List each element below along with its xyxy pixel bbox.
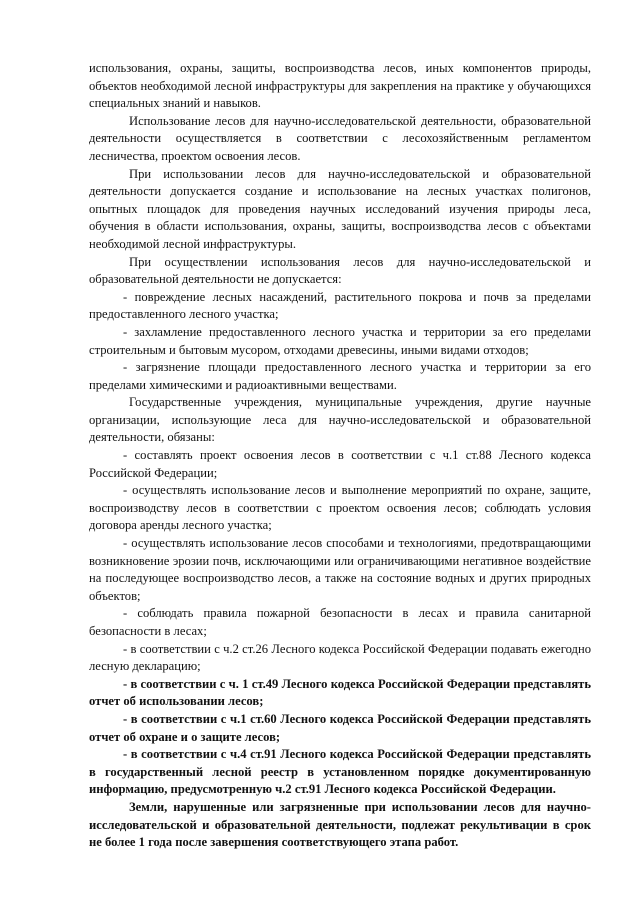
- list-item-obligation-2: - осуществлять использование лесов и выполнение мероприятий по охране, защите, воспроизводству лесов в соответствии с проектом освоения лесов; соблюдать условия договора аренды лесного участка;: [89, 483, 591, 533]
- document-page: [89, 60, 591, 852]
- list-item-prohibited-1: - повреждение лесных насаждений, растительного покрова и почв за пределами предоставленного лесного участка;: [89, 289, 591, 322]
- paragraph-4: При осуществлении использования лесов для научно-исследовательской и образовательной деятельности не допускается:: [89, 254, 591, 287]
- paragraph-3: При использовании лесов для научно-исследовательской и образовательной деятельности допускается создание и использование на лесных участках полигонов, опытных площадок для проведения научных исследований изучения природы леса, обучения в области использования, охраны, защиты, воспроизводства лесов с объектами необходимой лесной инфраструктуры.: [89, 166, 591, 251]
- list-item-obligation-4: - соблюдать правила пожарной безопасности в лесах и правила санитарной безопасности в лесах;: [89, 606, 591, 638]
- list-item-obligation-3: - осуществлять использование лесов способами и технологиями, предотвращающими возникновение эрозии почв, исключающими или ограничивающими негативное воздействие на последующее воспроизводство лесов, а также на состояние водных и других природных объектов;: [89, 536, 591, 603]
- list-item-obligation-1: - составлять проект освоения лесов в соответствии с ч.1 ст.88 Лесного кодекса Российской Федерации;: [89, 448, 591, 480]
- paragraph-recultivation: Земли, нарушенные или загрязненные при использовании лесов для научно-исследовательской и образовательной деятельности, подлежат рекультивации в срок не более 1 года после завершения соответствующего этапа работ.: [89, 799, 591, 850]
- list-item-obligation-8: - в соответствии с ч.4 ст.91 Лесного кодекса Российской Федерации представлять в государственный лесной реестр в установленном порядке документированную информацию, предусмотренную ч.2 ст.91 Лесного кодекса Российской Федерации.: [89, 747, 591, 797]
- list-item-prohibited-2: - захламление предоставленного лесного участка и территории за его пределами строительным и бытовым мусором, отходами древесины, иными видами отходов;: [89, 324, 591, 357]
- list-item-obligation-6: - в соответствии с ч. 1 ст.49 Лесного кодекса Российской Федерации представлять отчет об использовании лесов;: [89, 676, 591, 709]
- paragraph-2: Использование лесов для научно-исследовательской деятельности, образовательной деятельности осуществляется в соответствии с лесохозяйственным регламентом лесничества, проектом освоения лесов.: [89, 113, 591, 163]
- list-item-obligation-7: - в соответствии с ч.1 ст.60 Лесного кодекса Российской Федерации представлять отчет об охране и о защите лесов;: [89, 711, 591, 744]
- paragraph-obligations-intro: Государственные учреждения, муниципальные учреждения, другие научные организации, использующие леса для научно-исследовательской и образовательной деятельности, обязаны:: [89, 395, 591, 445]
- list-item-obligation-5: - в соответствии с ч.2 ст.26 Лесного кодекса Российской Федерации подавать ежегодно лесную декларацию;: [89, 641, 591, 674]
- list-item-prohibited-3: - загрязнение площади предоставленного лесного участка и территории за его пределами химическими и радиоактивными веществами.: [89, 360, 591, 392]
- paragraph-1: использования, охраны, защиты, воспроизводства лесов, иных компонентов природы, объектов необходимой лесной инфраструктуры для закрепления на практике у обучающихся специальных знаний и навыков.: [89, 61, 591, 111]
